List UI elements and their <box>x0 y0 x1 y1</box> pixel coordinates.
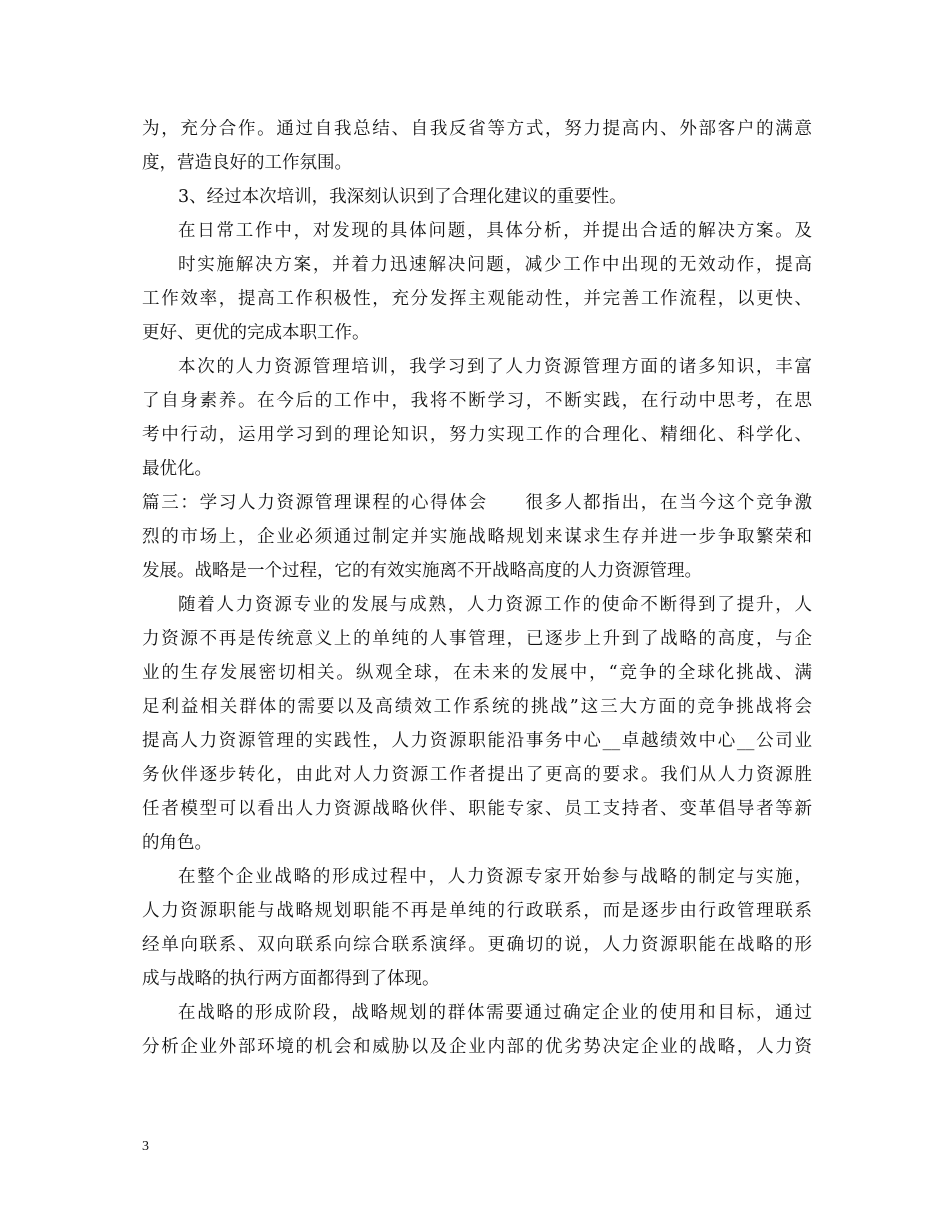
section-heading: 篇三：学习人力资源管理课程的心得体会 <box>142 493 488 513</box>
text-line: 在战略的形成阶段，战略规划的群体需要通过确定企业的使用和目标，通过 <box>178 1003 812 1023</box>
text-line: 务伙伴逐步转化，由此对人力资源工作者提出了更高的要求。我们从人力资源胜 <box>142 765 812 785</box>
text-line: 度，营造良好的工作氛围。 <box>142 153 352 173</box>
section-heading-line <box>142 486 812 520</box>
text-line: 成与战略的执行两方面都得到了体现。 <box>142 969 440 989</box>
text-line: 烈的市场上，企业必须通过制定并实施战略规划来谋求生存并进一步争取繁荣和 <box>142 527 812 547</box>
text-line: 最优化。 <box>142 459 212 479</box>
text-line: 本次的人力资源管理培训，我学习到了人力资源管理方面的诸多知识，丰富 <box>178 357 812 377</box>
document-body <box>142 112 812 1064</box>
text-line: 分析企业外部环境的机会和威胁以及企业内部的优劣势决定企业的战略，人力资 <box>142 1037 812 1057</box>
page-number: 3 <box>142 1139 149 1154</box>
text-line: 提高人力资源管理的实践性，人力资源职能沿事务中心__卓越绩效中心__公司业 <box>142 731 812 751</box>
text-line: 的角色。 <box>142 833 212 853</box>
text-line: 在整个企业战略的形成过程中，人力资源专家开始参与战略的制定与实施， <box>178 867 812 887</box>
text-line: 考中行动，运用学习到的理论知识，努力实现工作的合理化、精细化、科学化、 <box>142 425 812 445</box>
text-line: 工作效率，提高工作积极性，充分发挥主观能动性，并完善工作流程，以更快、 <box>142 289 812 309</box>
text-line: 更好、更优的完成本职工作。 <box>142 323 370 343</box>
text-line: 在日常工作中，对发现的具体问题，具体分析，并提出合适的解决方案。及 <box>178 221 812 241</box>
text-line: 发展。战略是一个过程，它的有效实施离不开战略高度的人力资源管理。 <box>142 561 702 581</box>
text-line: 随着人力资源专业的发展与成熟，人力资源工作的使命不断得到了提升，人 <box>178 595 812 615</box>
text-line: 足利益相关群体的需要以及高绩效工作系统的挑战”这三大方面的竞争挑战将会 <box>142 697 812 717</box>
text-line: 力资源不再是传统意义上的单纯的人事管理，已逐步上升到了战略的高度，与企 <box>142 629 812 649</box>
text-line: 了自身素养。在今后的工作中，我将不断学习，不断实践，在行动中思考，在思 <box>142 391 812 411</box>
text-line: 人力资源职能与战略规划职能不再是单纯的行政联系，而是逐步由行政管理联系 <box>142 901 812 921</box>
section-intro: 很多人都指出，在当今这个竞争激 <box>523 493 812 513</box>
text-line: 任者模型可以看出人力资源战略伙伴、职能专家、员工支持者、变革倡导者等新 <box>142 799 812 819</box>
text-line: 经单向联系、双向联系向综合联系演绎。更确切的说，人力资源职能在战略的形 <box>142 935 812 955</box>
text-line: 3、经过本次培训，我深刻认识到了合理化建议的重要性。 <box>178 187 627 207</box>
text-line: 为，充分合作。通过自我总结、自我反省等方式，努力提高内、外部客户的满意 <box>142 119 812 139</box>
text-line: 时实施解决方案，并着力迅速解决问题，减少工作中出现的无效动作，提高 <box>178 255 812 275</box>
text-line: 业的生存发展密切相关。纵观全球，在未来的发展中，“竞争的全球化挑战、满 <box>142 663 812 683</box>
